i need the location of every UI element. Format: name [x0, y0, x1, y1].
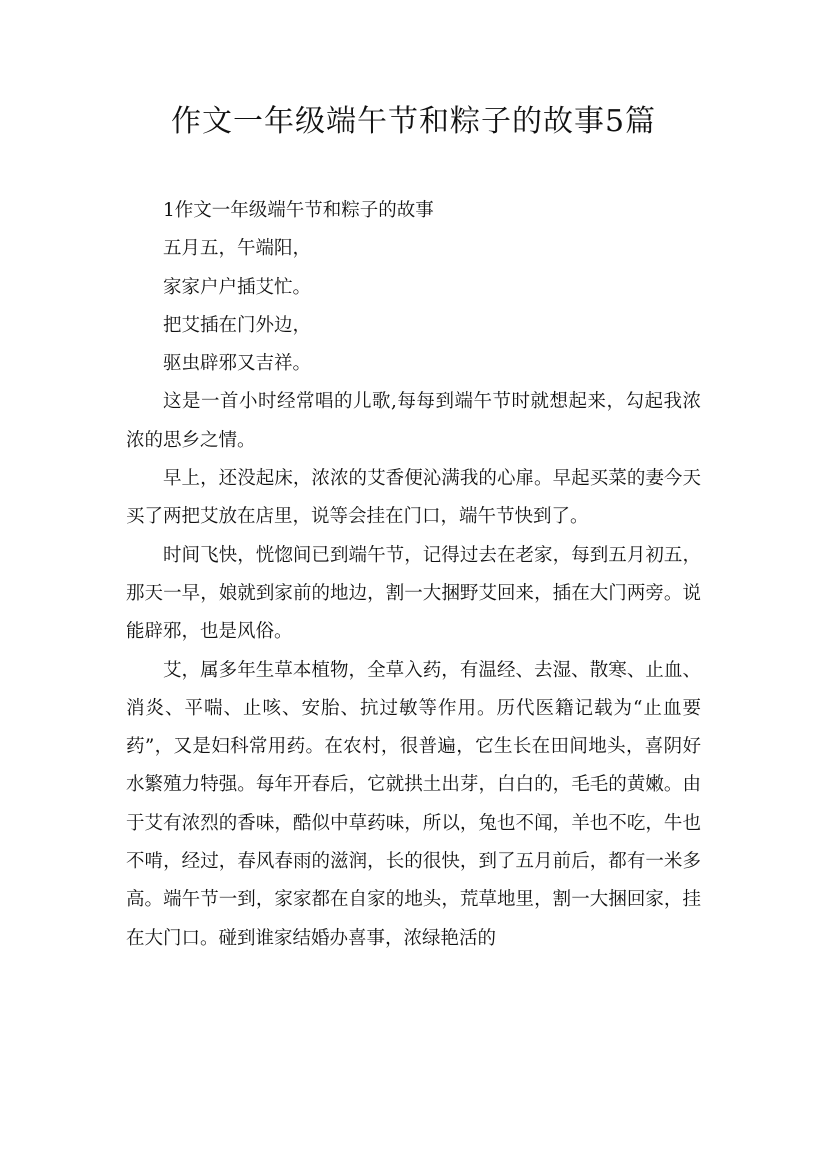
- paragraph: 早上，还没起床，浓浓的艾香便沁满我的心扉。早起买菜的妻今天买了两把艾放在店里，说等会挂在门口，端午节快到了。: [126, 468, 701, 528]
- poem-line: 把艾插在门外边，: [163, 314, 312, 336]
- poem-line: 家家户户插艾忙。: [163, 276, 312, 298]
- poem-line: 五月五，午端阳，: [163, 238, 312, 260]
- document-title: 作文一年级端午节和粽子的故事5篇: [170, 104, 657, 139]
- poem-line: 驱虫辟邪又吉祥。: [163, 353, 312, 375]
- paragraph: 时间飞快，恍惚间已到端午节，记得过去在老家，每到五月初五，那天一早，娘就到家前的地边，割一大捆野艾回来，插在大门两旁。说能辟邪，也是风俗。: [126, 544, 701, 643]
- section-heading: 1作文一年级端午节和粽子的故事: [163, 200, 434, 221]
- paragraph: 艾，属多年生草本植物，全草入药，有温经、去湿、散寒、止血、消炎、平喘、止咳、安胎、抗过敏等作用。历代医籍记载为“止血要药”，又是妇科常用药。在农村，很普遍，它生长在田间地头，喜阴好水繁殖力特强。每年开春后，它就拱土出芽，白白的，毛毛的黄嫩。由于艾有浓烈的香味，酷似中草药味，所以，兔也不闻，羊也不吃，牛也不啃，经过，春风春雨的滋润，长的很快，到了五月前后，都有一米多高。端午节一到，家家都在自家的地头，荒草地里，割一大捆回家，挂在大门口。碰到谁家结婚办喜事，浓绿艳活的: [126, 659, 701, 949]
- document-body: [126, 192, 701, 958]
- paragraph: 这是一首小时经常唱的儿歌,每每到端午节时就想起来，勾起我浓浓的思乡之情。: [126, 391, 701, 451]
